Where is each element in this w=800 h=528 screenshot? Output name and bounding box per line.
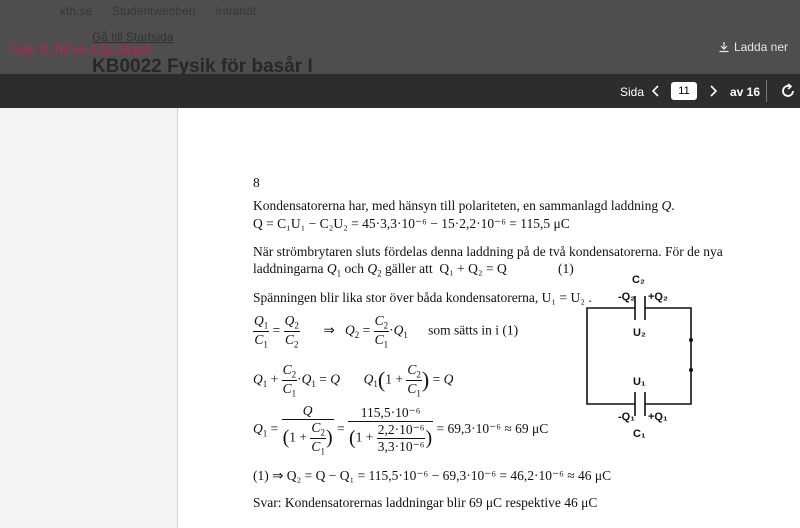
viewer-header [0,22,800,74]
download-icon [718,41,730,53]
page-label: Sida [620,85,645,99]
switch-contact-bottom [689,368,693,372]
pdf-page [178,108,800,528]
previous-page-icon[interactable] [650,84,662,98]
equation-substitution: $Q_1$ + $\frac{C_2}{C_1}$ $\cdot Q_1 = Q$ $Q_1(1$ + $\frac{C_2}{C_1}$ ) = Q [253,362,454,399]
equation-total-charge: Q = C₁U₁ − C₂U₂ = 45·3,3·10⁻⁶ − 15·2,2·10⁻⁶ = 115,5 μC [253,216,570,231]
viewer-toolbar [0,74,800,108]
page-number: 8 [253,175,260,190]
label-plus-q1: +Q₁ [648,411,668,423]
download-label: Ladda ner [733,40,788,54]
rotate-icon[interactable] [780,83,796,99]
switch-contact-top [689,338,693,342]
download-button[interactable] [718,40,788,54]
label-minus-q2: -Q₂ [618,291,636,303]
circuit-diagram [583,278,703,423]
thumbnail-panel [0,108,178,528]
text-line-4: Spänningen blir lika stor över båda kondensatorerna, U₁ = U₂ . [253,290,592,305]
toolbar-divider [766,80,767,102]
equation-q1-result: $Q_1$ = Q (1 + $\frac{C_2}{C_1}$ ) = 115,5·10⁻⁶ (1 + $\frac{\text{2,2·10⁻⁶}}{\text{3,3·10⁻⁶}}$ ) = 69,3·10⁻⁶ ≈ 69 μC [253,403,549,457]
page-number-input[interactable] [671,82,697,100]
label-minus-q1: -Q₁ [618,411,635,423]
label-c1: C₁ [633,428,646,440]
next-page-icon[interactable] [707,84,719,98]
equation-q2-result: (1) ⇒ Q₂ = Q − Q₁ = 115,5·10⁻⁶ − 69,3·10⁻⁶ = 46,2·10⁻⁶ ≈ 46 μC [253,468,612,483]
file-name: Fysik II_TENA-3-23-24.pdf [8,42,151,56]
label-u2: U₂ [633,327,646,339]
text-line-3: laddningarna $Q_1$ och $Q_2$ gäller att Q₁ + Q₂ = Q [253,261,507,279]
equation-number-1: (1) [558,261,574,276]
page-total: av 16 [730,85,761,99]
text-line-1: Kondensatorerna har, med hänsyn till polariteten, en sammanlagd laddning Q. [253,198,675,213]
label-u1: U₁ [633,376,646,388]
text-line-2: När strömbrytaren sluts fördelas denna laddning på de två kondensatorerna. För de nya [253,244,723,259]
label-plus-q2: +Q₂ [648,291,668,303]
label-c2: C₂ [632,274,645,286]
answer-text: Svar: Kondensatorernas laddningar blir 69 μC respektive 46 μC [253,495,598,510]
equation-ratio: $\frac{Q_1}{C_1}$ = $\frac{Q_2}{C_2}$ ⇒ $Q_2$ = $\frac{C_2}{C_1}$ $\cdot Q_1$ som sätts in i (1) [254,313,519,350]
